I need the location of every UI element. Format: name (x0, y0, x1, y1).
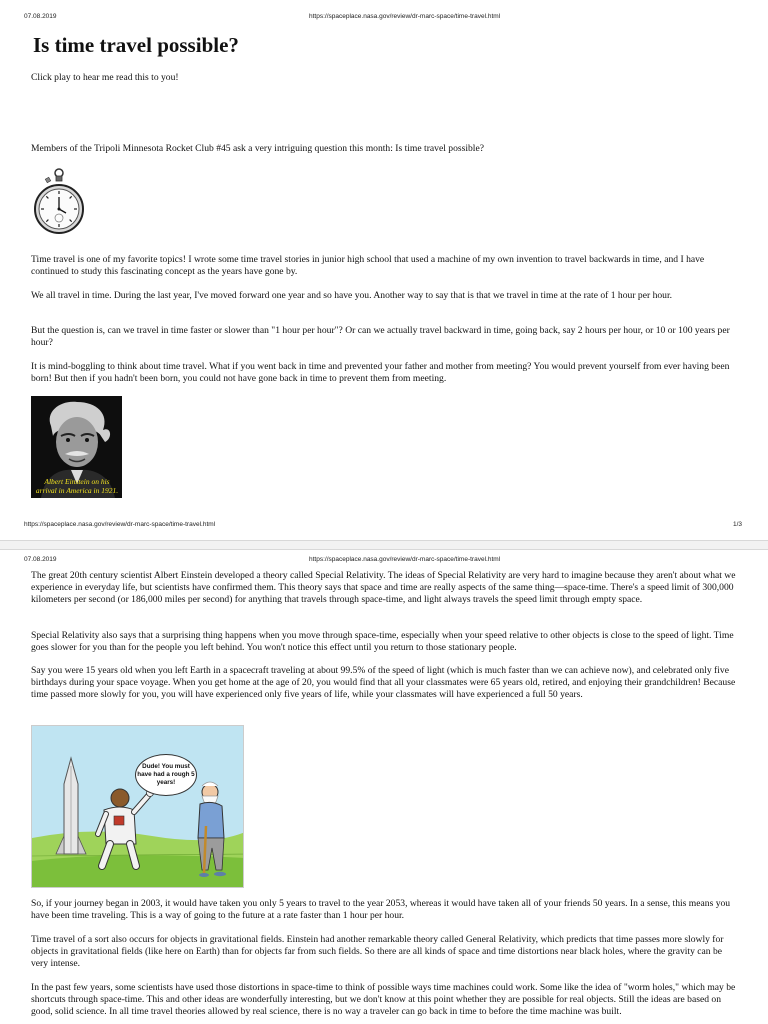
page2-header-url: https://spaceplace.nasa.gov/review/dr-marc-space/time-travel.html (309, 556, 501, 563)
paragraph-the-question: But the question is, can we travel in time faster or slower than "1 hour per hour"? Or can we actually travel backward in time, going back, say 2 hours per hour, or 10 or 100 years per hour? (31, 325, 730, 348)
paragraph-surprising-thing: Special Relativity also says that a surprising thing happens when you move through space-time, especially when your speed relative to other objects is close to the speed of light. Time goes slower for you than for the people you left behind. You won't notice this effect until you return to those stationary people. (31, 630, 734, 653)
paragraph-journey-2003: So, if your journey began in 2003, it would have taken you only 5 years to travel to the year 2053, whereas it would have taken all of your friends 50 years. In a sense, this means you have been time traveling. This is a way of going to the future at a rate faster than 1 hour per hour. (31, 898, 731, 921)
page1-footer-url: https://spaceplace.nasa.gov/review/dr-marc-space/time-travel.html (24, 521, 216, 528)
paragraph-mind-boggling: It is mind-boggling to think about time travel. What if you went back in time and prevented your father and mother from meeting? You would prevent yourself from ever having been born! But then if you hadn't been born, you could not have gone back in time to prevent them from meeting. (31, 361, 730, 384)
page-separator (0, 540, 768, 550)
play-text: Click play to hear me read this to you! (31, 72, 179, 83)
paragraph-gravitational-fields: Time travel of a sort also occurs for objects in gravitational fields. Einstein had another remarkable theory called General Relativity, which predicts that time passes more slowly for objects in gravitational fields (like here on Earth) than for objects far from such fields. So there are all kinds of space and time distortions near black holes, where the gravity can be very intense. (31, 934, 724, 969)
paragraph-worm-holes: In the past few years, some scientists have used those distortions in space-time to think of possible ways time machines could work. Some like the idea of "worm holes," which may be shortcuts through space-time. This and other ideas are wonderfully interesting, but we don't know at this point whether they are possible for real objects. Still the ideas are based on good, solid science. In all time travel theories allowed by real science, there is no way a traveler can go back in time to before the time machine was built. (31, 982, 736, 1017)
cartoon-speech-bubble: Dude! You must have had a rough 5 years! (135, 754, 197, 796)
einstein-photo (31, 396, 122, 498)
page1-header-date: 07.08.2019 (24, 13, 57, 20)
paragraph-special-relativity: The great 20th century scientist Albert Einstein developed a theory called Special Relativity. The ideas of Special Relativity are very hard to imagine because they aren't about what we experience in everyday life, but scientists have confirmed them. This theory says that space and time are really aspects of the same thing—space-time. There's a speed limit of 300,000 kilometers per second (or 186,000 miles per second) for anything that travels through space-time, and light always travels the speed limit through empty space. (31, 570, 736, 605)
einstein-caption: Albert Einstein on his arrival in America in 1921. (35, 477, 119, 495)
paragraph-fifteen-years-old: Say you were 15 years old when you left Earth in a spacecraft traveling at about 99.5% of the speed of light (which is much faster than we can achieve now), and celebrated only five birthdays during your space voyage. When you get home at the age of 20, you would find that all your classmates were 65 years old, retired, and enjoying their grandchildren! Because time passed more slowly for you, you will have experienced only five years of life, while your classmates will have experienced a full 50 years. (31, 665, 736, 700)
cartoon-illustration-icon (32, 726, 244, 888)
stopwatch-image (33, 167, 85, 241)
intro-paragraph: Members of the Tripoli Minnesota Rocket Club #45 ask a very intriguing question this month: Is time travel possible? (31, 143, 484, 154)
page-title: Is time travel possible? (33, 33, 239, 57)
page2-header-date: 07.08.2019 (24, 556, 57, 563)
paragraph-favorite-topics: Time travel is one of my favorite topics! I wrote some time travel stories in junior high school that used a machine of my own invention to travel backwards in time, and I have continued to study this fascinating concept as the years have gone by. (31, 254, 705, 277)
page1-footer-page: 1/3 (733, 521, 743, 528)
page1-header-url: https://spaceplace.nasa.gov/review/dr-marc-space/time-travel.html (309, 13, 501, 20)
stopwatch-icon (33, 167, 85, 241)
time-travel-cartoon (31, 725, 244, 888)
paragraph-travel-in-time: We all travel in time. During the last year, I've moved forward one year and so have you. Another way to say that is that we travel in time at the rate of 1 hour per hour. (31, 290, 673, 301)
